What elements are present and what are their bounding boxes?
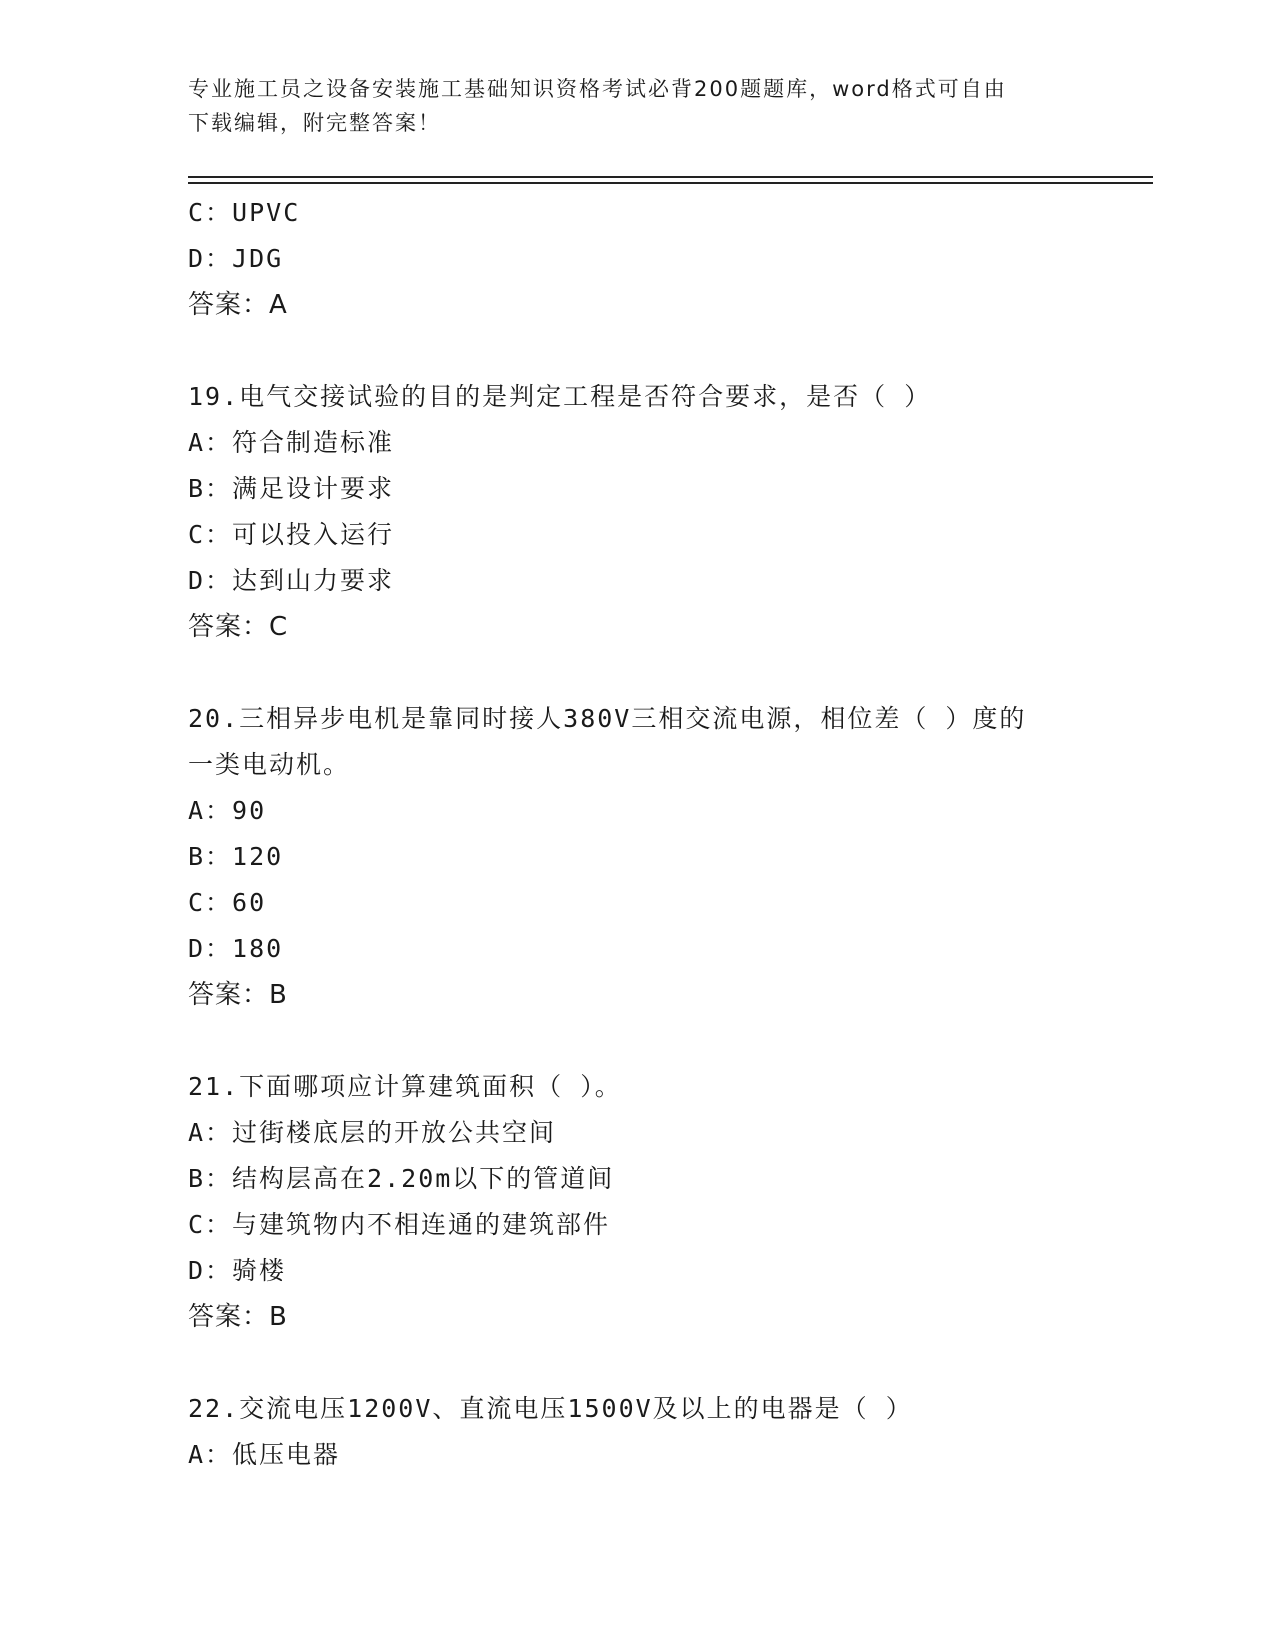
spacer [188, 328, 1088, 374]
option-d: D：JDG [188, 244, 284, 273]
option-c: C：UPVC [188, 198, 301, 227]
option-d: D：骑楼 [188, 1256, 287, 1285]
header-divider-bottom [188, 182, 1153, 184]
option-a: A：90 [188, 796, 267, 825]
answer: 答案：B [188, 1302, 288, 1332]
question-stem-line-2: 一类电动机。 [188, 750, 351, 779]
question-stem: 21.下面哪项应计算建筑面积（ ）。 [188, 1072, 622, 1101]
option-a: A：符合制造标准 [188, 428, 395, 457]
question-list [188, 190, 1088, 1478]
header-line-2: 下载编辑，附完整答案！ [188, 111, 441, 135]
question-18-tail [188, 190, 1088, 328]
answer: 答案：A [188, 290, 288, 320]
question-stem: 19.电气交接试验的目的是判定工程是否符合要求，是否（ ） [188, 382, 932, 411]
document-header [188, 72, 1088, 140]
question-22 [188, 1386, 1088, 1478]
header-divider-top [188, 176, 1153, 178]
option-b: B：结构层高在2.20m以下的管道间 [188, 1164, 615, 1193]
option-d: D：180 [188, 934, 284, 963]
answer: 答案：C [188, 612, 289, 642]
option-b: B：120 [188, 842, 284, 871]
answer: 答案：B [188, 980, 288, 1010]
question-19 [188, 374, 1088, 650]
option-a: A：低压电器 [188, 1440, 341, 1469]
spacer [188, 1340, 1088, 1386]
option-b: B：满足设计要求 [188, 474, 395, 503]
spacer [188, 650, 1088, 696]
spacer [188, 1018, 1088, 1064]
question-21 [188, 1064, 1088, 1340]
option-d: D：达到山力要求 [188, 566, 395, 595]
header-line-1: 专业施工员之设备安装施工基础知识资格考试必背200题题库，word格式可自由 [188, 77, 1007, 101]
question-stem: 22.交流电压1200V、直流电压1500V及以上的电器是（ ） [188, 1394, 913, 1423]
option-a: A：过街楼底层的开放公共空间 [188, 1118, 557, 1147]
question-stem-line-1: 20.三相异步电机是靠同时接人380V三相交流电源，相位差（ ）度的 [188, 704, 1027, 733]
option-c: C：可以投入运行 [188, 520, 395, 549]
option-c: C：60 [188, 888, 267, 917]
question-20 [188, 696, 1088, 1018]
option-c: C：与建筑物内不相连通的建筑部件 [188, 1210, 611, 1239]
